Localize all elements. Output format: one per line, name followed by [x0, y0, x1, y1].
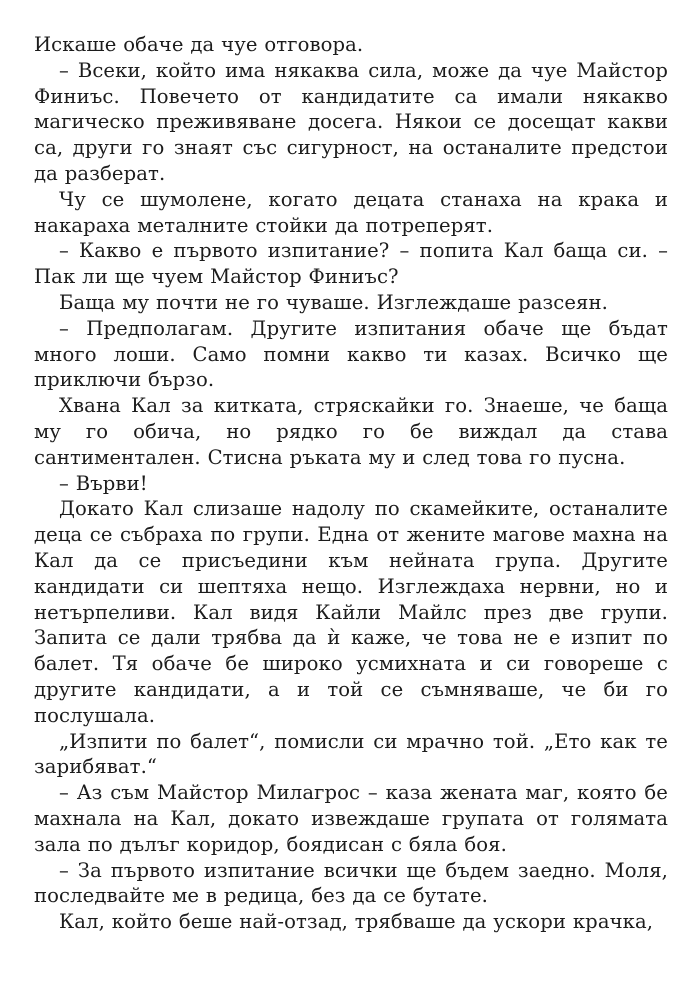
paragraph-1: Искаше обаче да чуе отговора. [34, 33, 364, 56]
paragraph-6: – Предполагам. Другите изпитания обаче ще бъдат много лоши. Само помни какво ти казах. Всичко ще приключи бързо. [34, 316, 668, 392]
paragraph-8: – Върви! [59, 471, 148, 495]
paragraph-10: „Изпити по балет“, помисли си мрачно той. „Ето как те зарибяват.“ [34, 729, 668, 779]
paragraph-5: Баща му почти не го чуваше. Изглеждаше разсеян. [59, 290, 608, 314]
paragraph-7: Хвана Кал за китката, стряскайки го. Знаеше, че баща му го обича, но рядко го бе виждал да става сантиментален. Стисна ръката му и след това го пусна. [34, 394, 668, 469]
book-page-text [34, 32, 668, 935]
paragraph-12: – За първото изпитание всички ще бъдем заедно. Моля, последвайте ме в редица, без да се бутате. [34, 858, 668, 908]
paragraph-13: Кал, който беше най-отзад, трябваше да ускори крачка, [59, 910, 654, 934]
paragraph-4: – Какво е първото изпитание? – попита Кал баща си. – Пак ли ще чуем Майстор Финиъс? [34, 239, 668, 289]
paragraph-11: – Аз съм Майстор Милагрос – каза жената маг, която бе махнала на Кал, докато извеждаше групата от голямата зала по дълъг коридор, боядисан с бяла боя. [34, 781, 668, 856]
paragraph-3: Чу се шумолене, когато децата станаха на крака и накараха металните стойки да потреперят. [34, 187, 668, 237]
paragraph-2: – Всеки, който има някаква сила, може да чуе Майстор Финиъс. Повечето от кандидатите са имали някакво магическо преживяване досега. Някои се досещат какви са, други го знаят със сигурност, на останалите предстои да разберат. [34, 58, 668, 185]
paragraph-9: Докато Кал слизаше надолу по скамейките, останалите деца се събраха по групи. Една от жените магове махна на Кал да се присъедини към нейната група. Другите кандидати си шептяха нещо. Изглеждаха нервни, но и нетърпеливи. Кал видя Кайли Майлс през две групи. Запита се дали трябва да ѝ каже, че това не е изпит по балет. Тя обаче бе широко усмихната и си говореше с другите кандидати, а и той се съмняваше, че би го послушала. [34, 497, 668, 727]
